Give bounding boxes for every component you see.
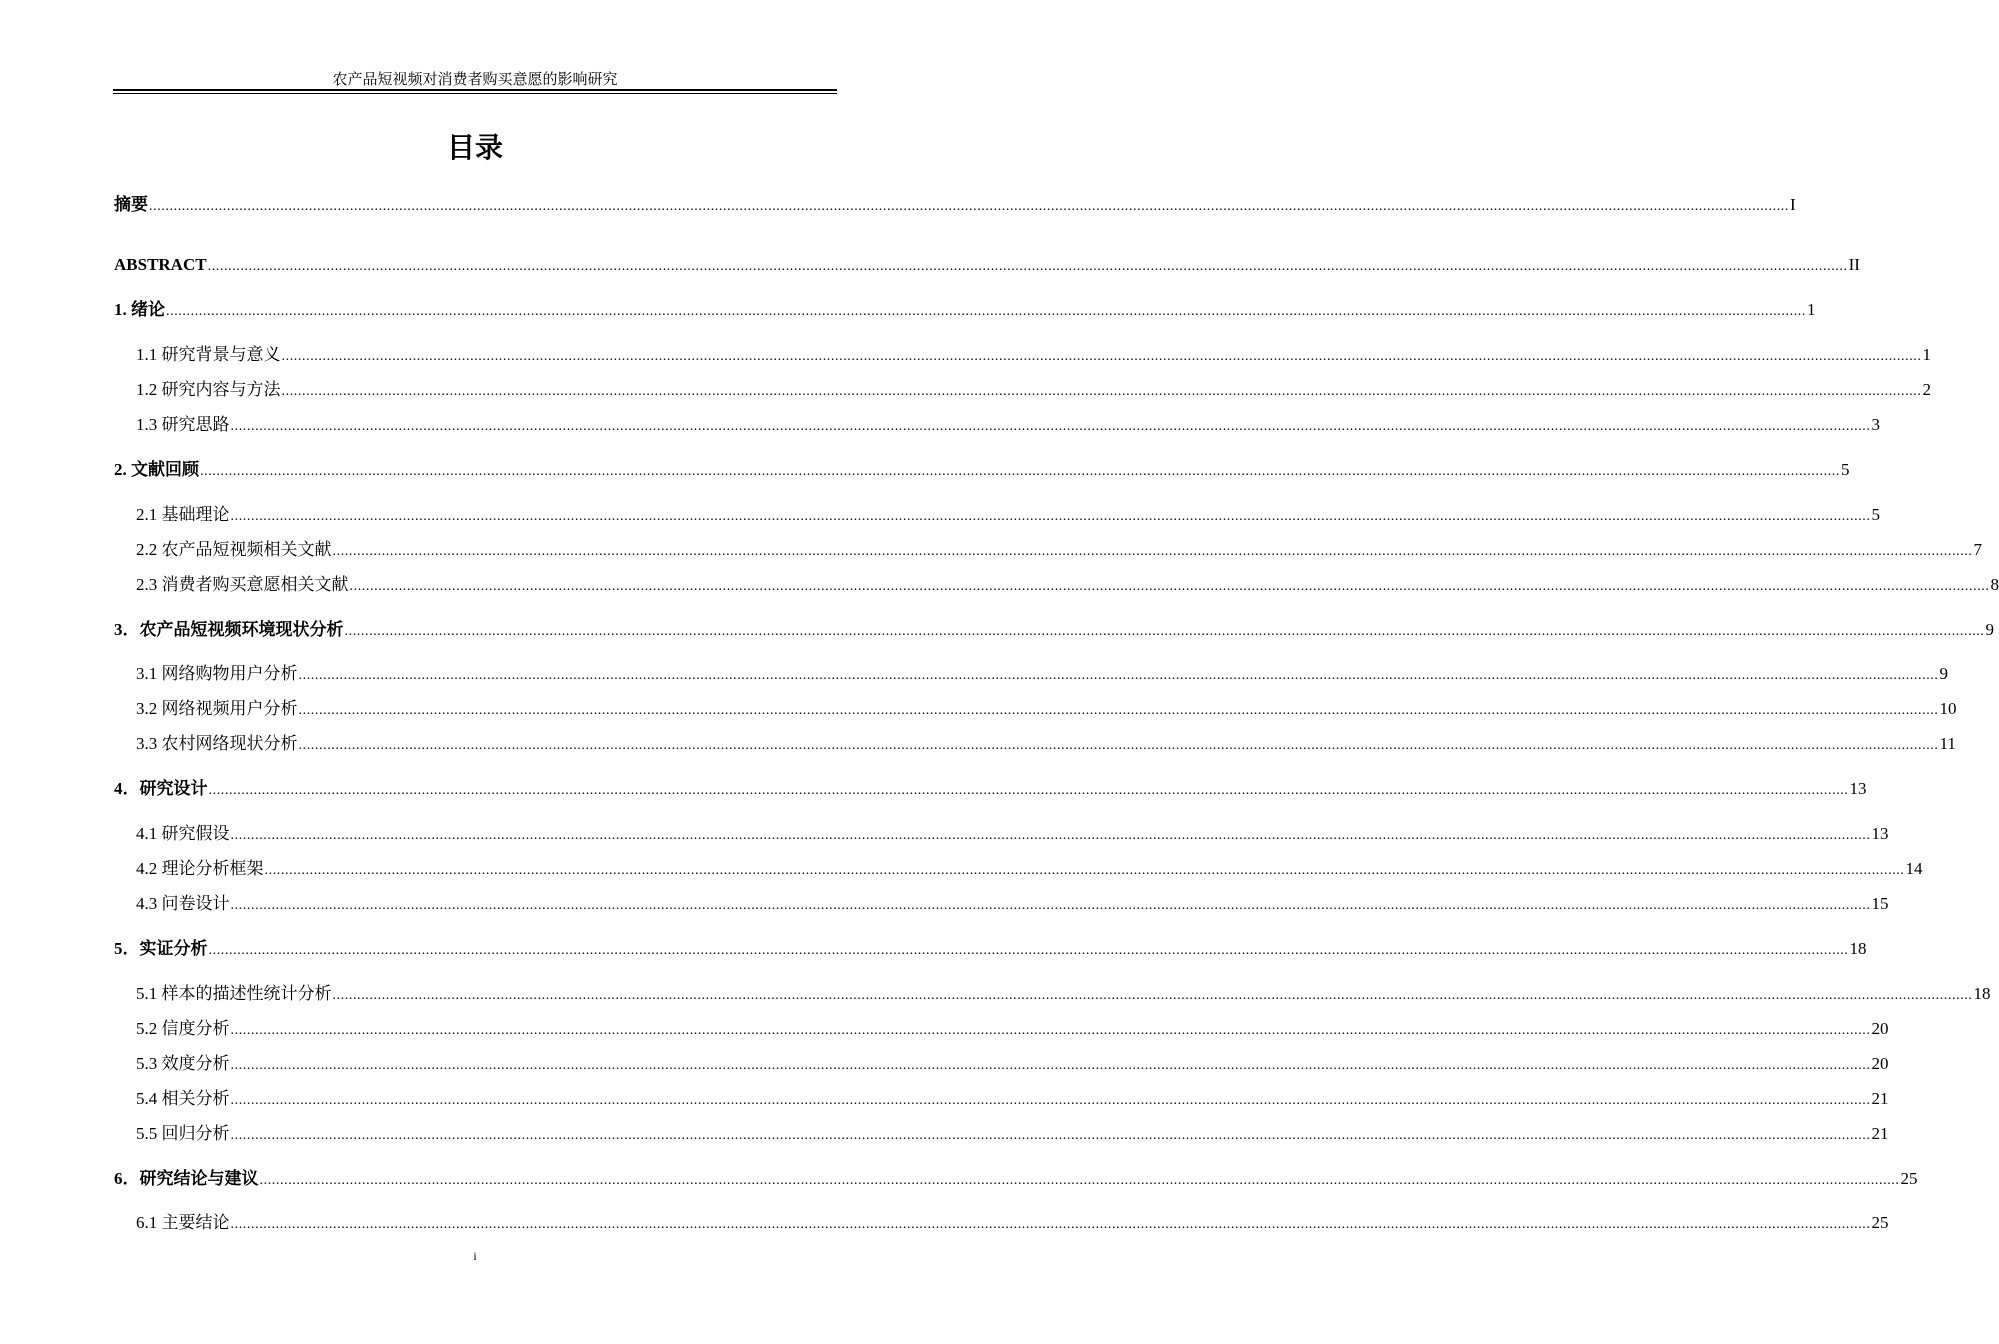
toc-entry-label: 5.5 回归分析 [136,1124,230,1143]
toc-entry-page: 9 [1985,620,1994,639]
toc-entry-page: II [1848,255,1860,274]
toc-entry[interactable] [136,733,1956,755]
toc-entry[interactable] [114,1168,1918,1190]
toc-entry[interactable] [136,1053,1889,1075]
toc-entry-label: 2.3 消费者购买意愿相关文献 [136,575,349,594]
dot-leader: ................................................................................................................................................................................................................................................................................................................................................................................................................ [149,199,1789,214]
page-number: i [473,1249,477,1263]
toc-entry-label: 4．研究设计 [114,779,208,798]
toc-entry-label: 2. 文献回顾 [114,460,199,479]
toc-entry-page: 25 [1900,1169,1918,1188]
toc-entry-page: 2 [1922,380,1931,399]
toc-entry-label: 5.2 信度分析 [136,1019,230,1038]
toc-entry[interactable] [136,414,1880,436]
toc-entry[interactable] [136,1123,1889,1145]
dot-leader: ................................................................................................................................................................................................................................................................................................................................................................................................................ [344,624,1985,639]
toc-entry-page: 3 [1871,415,1880,434]
dot-leader: ................................................................................................................................................................................................................................................................................................................................................................................................................ [298,703,1939,718]
toc-entry-page: 25 [1871,1213,1889,1232]
toc-entry-label: 5.1 样本的描述性统计分析 [136,984,332,1003]
toc-entry-label: 2.1 基础理论 [136,505,230,524]
toc-entry-page: 1 [1807,300,1816,319]
dot-leader: ................................................................................................................................................................................................................................................................................................................................................................................................................ [298,738,1939,753]
dot-leader: ................................................................................................................................................................................................................................................................................................................................................................................................................ [208,943,1849,958]
toc-entry[interactable] [114,459,1850,481]
page-title: 目录 [446,131,503,164]
dot-leader: ................................................................................................................................................................................................................................................................................................................................................................................................................ [230,1093,1871,1108]
dot-leader: ................................................................................................................................................................................................................................................................................................................................................................................................................ [281,349,1922,364]
toc-entry[interactable] [136,1088,1889,1110]
toc-entry-label: 2.2 农产品短视频相关文献 [136,540,332,559]
toc-entry-page: 11 [1939,734,1956,753]
dot-leader: ................................................................................................................................................................................................................................................................................................................................................................................................................ [230,1128,1871,1143]
toc-entry-page: 7 [1973,540,1982,559]
toc-entry[interactable] [114,194,1796,216]
toc-entry-page: 20 [1871,1019,1889,1038]
toc-entry-label: 1.2 研究内容与方法 [136,380,281,399]
toc-entry-label: 3．农产品短视频环境现状分析 [114,620,344,639]
dot-leader: ................................................................................................................................................................................................................................................................................................................................................................................................................ [166,304,1806,319]
dot-leader: ................................................................................................................................................................................................................................................................................................................................................................................................................ [332,988,1973,1003]
dot-leader: ................................................................................................................................................................................................................................................................................................................................................................................................................ [230,509,1871,524]
toc-entry[interactable] [136,893,1889,915]
toc-entry[interactable] [136,698,1957,720]
dot-leader: ................................................................................................................................................................................................................................................................................................................................................................................................................ [349,579,1990,594]
toc-entry[interactable] [136,1018,1889,1040]
toc-entry-label: 5.3 效度分析 [136,1054,230,1073]
toc-entry-page: 14 [1905,859,1923,878]
toc-entry[interactable] [114,938,1867,960]
toc-entry-page: 15 [1871,894,1889,913]
toc-entry[interactable] [136,823,1889,845]
toc-entry[interactable] [136,574,1999,596]
dot-leader: ................................................................................................................................................................................................................................................................................................................................................................................................................ [230,1023,1871,1038]
dot-leader: ................................................................................................................................................................................................................................................................................................................................................................................................................ [259,1173,1900,1188]
toc-entry-label: 1. 绪论 [114,300,165,319]
toc-entry-label: 1.3 研究思路 [136,415,230,434]
toc-entry[interactable] [136,504,1880,526]
toc-entry-page: I [1790,195,1796,214]
toc-entry[interactable] [136,539,1982,561]
toc-entry[interactable] [114,778,1867,800]
toc-entry-label: 4.2 理论分析框架 [136,859,264,878]
toc-entry-page: 20 [1871,1054,1889,1073]
toc-entry-label: 1.1 研究背景与意义 [136,345,281,364]
toc-entry-page: 5 [1871,505,1880,524]
toc-entry-label: 6.1 主要结论 [136,1213,230,1232]
toc-entry-label: 3.2 网络视频用户分析 [136,699,298,718]
dot-leader: ................................................................................................................................................................................................................................................................................................................................................................................................................ [230,898,1871,913]
dot-leader: ................................................................................................................................................................................................................................................................................................................................................................................................................ [298,668,1939,683]
toc-entry[interactable] [114,619,1994,641]
toc-entry-label: 5.4 相关分析 [136,1089,230,1108]
toc-entry-page: 21 [1871,1124,1889,1143]
toc-entry[interactable] [114,254,1860,276]
toc-entry-page: 5 [1841,460,1850,479]
toc-entry-page: 9 [1939,664,1948,683]
dot-leader: ................................................................................................................................................................................................................................................................................................................................................................................................................ [230,419,1871,434]
dot-leader: ................................................................................................................................................................................................................................................................................................................................................................................................................ [332,544,1973,559]
dot-leader: ................................................................................................................................................................................................................................................................................................................................................................................................................ [264,863,1905,878]
toc-entry-page: 18 [1973,984,1991,1003]
toc-entry-label: 摘要 [114,195,148,214]
dot-leader: ................................................................................................................................................................................................................................................................................................................................................................................................................ [208,783,1849,798]
toc-entry-label: 5．实证分析 [114,939,208,958]
toc-entry-page: 18 [1849,939,1867,958]
toc-entry-label: ABSTRACT [114,255,207,274]
toc-entry-label: 4.1 研究假设 [136,824,230,843]
dot-leader: ................................................................................................................................................................................................................................................................................................................................................................................................................ [207,259,1848,274]
toc-entry-label: 6．研究结论与建议 [114,1169,259,1188]
dot-leader: ................................................................................................................................................................................................................................................................................................................................................................................................................ [230,828,1871,843]
toc-entry-page: 10 [1939,699,1957,718]
toc-entry[interactable] [136,983,1991,1005]
dot-leader: ................................................................................................................................................................................................................................................................................................................................................................................................................ [230,1217,1871,1232]
toc-entry[interactable] [136,1212,1889,1234]
toc-entry[interactable] [136,344,1931,366]
dot-leader: ................................................................................................................................................................................................................................................................................................................................................................................................................ [200,464,1840,479]
toc-entry[interactable] [136,379,1931,401]
toc-entry[interactable] [114,299,1816,321]
toc-entry[interactable] [136,663,1948,685]
dot-leader: ................................................................................................................................................................................................................................................................................................................................................................................................................ [281,384,1922,399]
toc-entry-page: 8 [1990,575,1999,594]
toc-entry-label: 4.3 问卷设计 [136,894,230,913]
toc-entry[interactable] [136,858,1923,880]
header-rule-thick [113,89,837,91]
toc-entry-page: 13 [1849,779,1867,798]
toc-entry-page: 1 [1922,345,1931,364]
running-header: 农产品短视频对消费者购买意愿的影响研究 [332,72,618,88]
header-rule-thin [113,93,837,94]
dot-leader: ................................................................................................................................................................................................................................................................................................................................................................................................................ [230,1058,1871,1073]
toc-entry-label: 3.1 网络购物用户分析 [136,664,298,683]
toc-entry-page: 13 [1871,824,1889,843]
toc-entry-page: 21 [1871,1089,1889,1108]
toc-entry-label: 3.3 农村网络现状分析 [136,734,298,753]
